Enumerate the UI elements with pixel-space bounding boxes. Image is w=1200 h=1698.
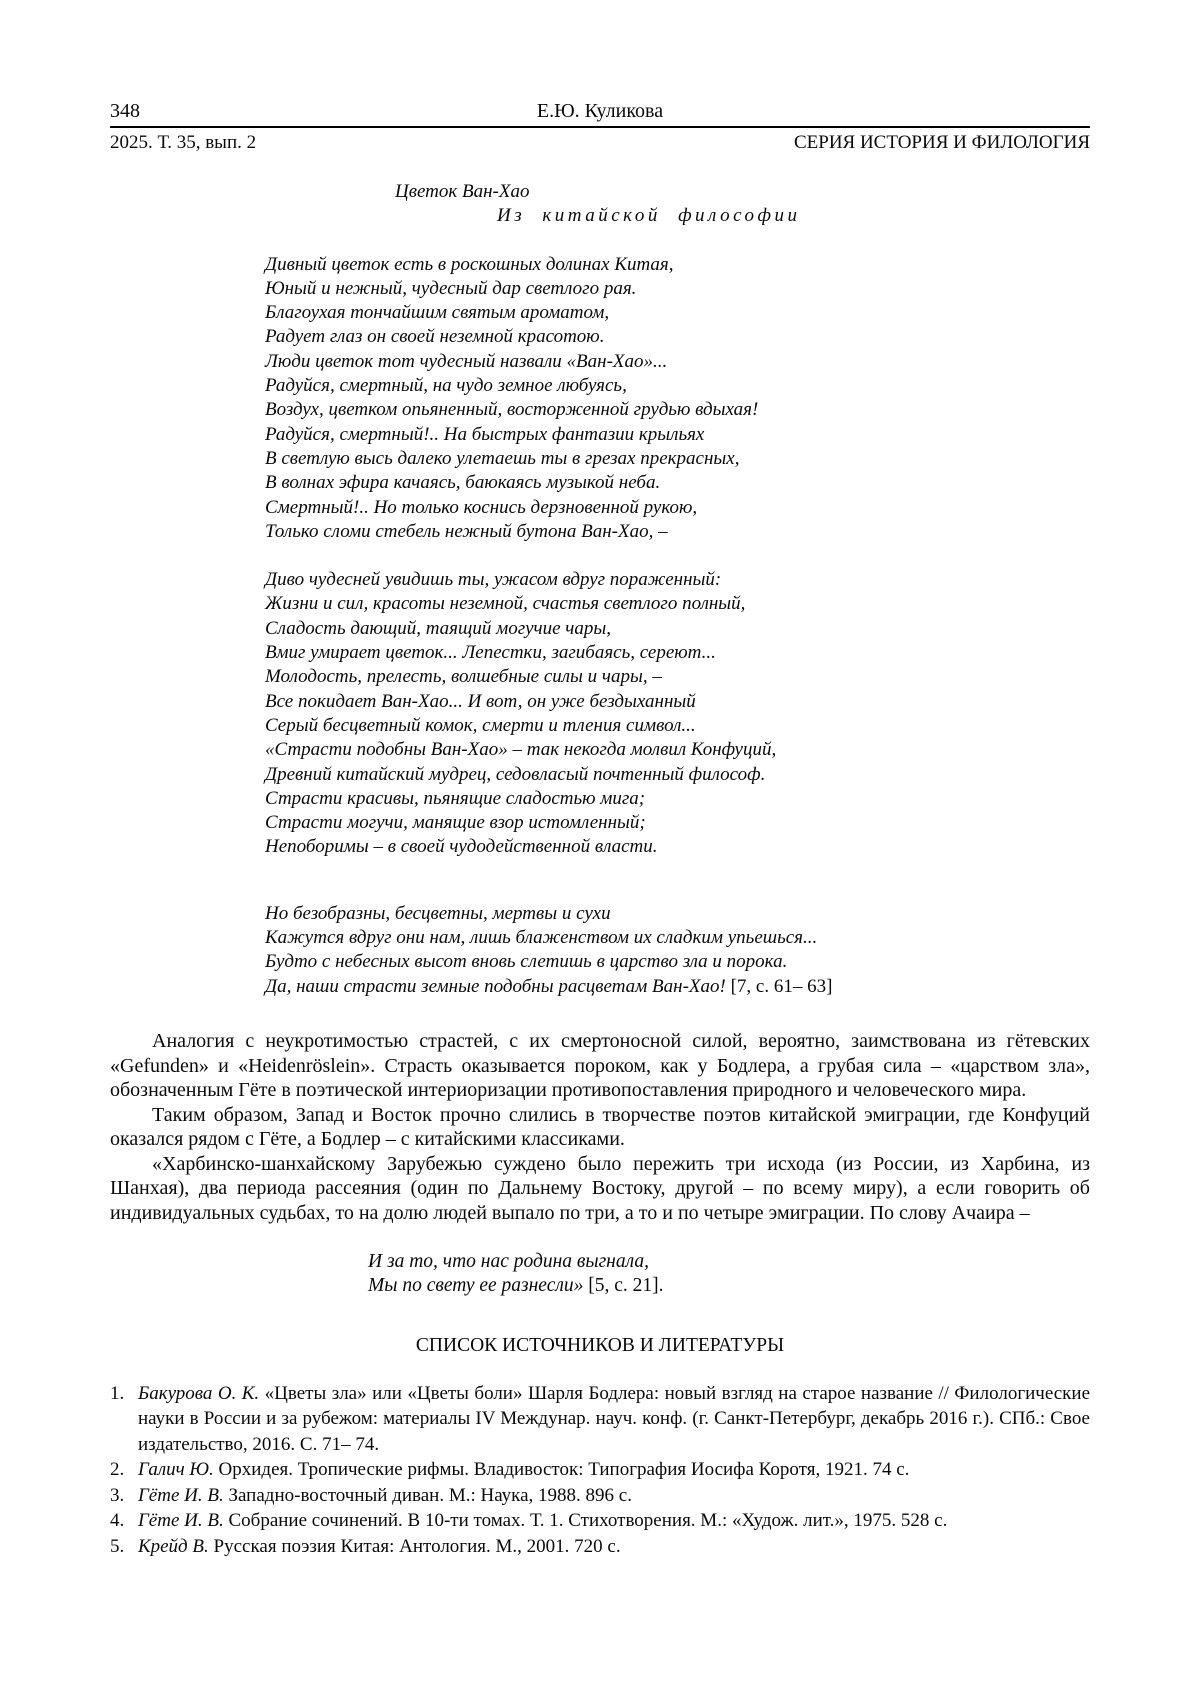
volume-info: 2025. Т. 35, вып. 2 (110, 132, 257, 153)
poem-stanza (265, 568, 1090, 860)
poem-line: «Страсти подобны Ван-Хао» – так некогда молвил Конфуций, (265, 739, 777, 761)
bibliography-list (110, 1381, 1090, 1560)
bibliography-item (110, 1381, 1090, 1458)
poem-line: Серый бесцветный комок, смерти и тления символ... (265, 714, 696, 736)
poem-line: В светлую высь далеко улетаешь ты в грезах прекрасных, (265, 447, 740, 469)
poem-stanza (265, 902, 1090, 999)
poem-line: Воздух, цветком опьяненный, восторженной грудью вдыхая! (265, 399, 759, 421)
poem-line: Смертный!.. Но только коснись дерзновенной рукою, (265, 496, 698, 518)
bibliography-item-author: Бакурова О. К. (138, 1382, 265, 1404)
body-paragraph: «Харбинско-шанхайскому Зарубежью суждено было пережить три исхода (из России, из Харбина, из Шанхая), два периода рассеяния (один по Дальнему Востоку, другой – по всему миру), а если говорить об индивидуальных судьбах, то на долю людей выпало по три, а то и по четыре эмиграции. По слову Ачаира – (110, 1152, 1090, 1225)
bibliography-item-text: Русская поэзия Китая: Антология. М., 2001. 720 с. (213, 1535, 621, 1557)
poem-line: Радуйся, смертный!.. На быстрых фантазии крыльях (265, 423, 705, 445)
bibliography-item-author: Гёте И. В. (138, 1484, 229, 1506)
poem-line: Но безобразны, бесцветны, мертвы и сухи (265, 902, 611, 924)
poem-title: Цветок Ван-Хао (395, 181, 530, 202)
quote-line: Мы по свету ее разнесли» [5, с. 21]. (368, 1275, 664, 1297)
bibliography-item-number: 5. (110, 1535, 125, 1557)
poem-citation: [7, с. 61– 63] (725, 975, 833, 997)
bibliography-item (110, 1508, 1090, 1534)
poem-line: Радуйся, смертный, на чудо земное любуясь, (265, 375, 627, 397)
poem-stanza (265, 253, 1090, 545)
bibliography-item-text: «Цветы зла» или «Цветы боли» Шарля Бодлера: новый взгляд на старое название // Филологические науки в России и за рубежом: материалы IV Междунар. науч. конф. (г. Санкт-Петербург, декабрь 2016 г.). СПб.: Свое издательство, 2016. С. 71– 74. (138, 1382, 1091, 1455)
page-header (110, 100, 1090, 154)
poem-line: Жизни и сил, красоты неземной, счастья светлого полный, (265, 593, 746, 615)
poem-line: Страсти красивы, пьянящие сладостью мига; (265, 787, 646, 809)
bibliography-item-author: Галич Ю. (138, 1459, 219, 1481)
poem-line: Древний китайский мудрец, седовласый почтенный философ. (265, 763, 766, 785)
series-title: СЕРИЯ ИСТОРИЯ И ФИЛОЛОГИЯ (793, 132, 1090, 153)
header-row-bottom (110, 132, 1090, 154)
poem-line: Люди цветок тот чудесный назвали «Ван-Хао»... (265, 350, 668, 372)
header-row-top (110, 100, 1090, 123)
bibliography-item-author: Крейд В. (138, 1535, 214, 1557)
bibliography-item-author: Гёте И. В. (138, 1510, 229, 1532)
poem-line: Кажутся вдруг они нам, лишь блаженством их сладким упьешься... (265, 927, 818, 949)
body-paragraph: Аналогия с неукротимостью страстей, с их смертоносной силой, вероятно, заимствована из гётевских «Gefunden» и «Heidenröslein». Страсть оказывается пороком, как у Бодлера, а грубая сила – «царством зла», обозначенным Гёте в поэтической интериоризации противопоставления природного и человеческого мира. (110, 1029, 1090, 1102)
body-paragraph: Таким образом, Запад и Восток прочно слились в творчестве поэтов китайской эмиграции, где Конфуций оказался рядом с Гёте, а Бодлер – с китайскими классиками. (110, 1103, 1090, 1151)
poem-line: Только сломи стебель нежный бутона Ван-Хао, – (265, 520, 668, 542)
header-rule (110, 126, 1090, 128)
bibliography-item (110, 1483, 1090, 1509)
bibliography-item-text: Западно-восточный диван. М.: Наука, 1988. 896 с. (228, 1484, 632, 1506)
poem-line: Вмиг умирает цветок... Лепестки, загибаясь, сереют... (265, 642, 716, 664)
poem-line: Страсти могучи, манящие взор истомленный; (265, 812, 646, 834)
bibliography-item-number: 1. (110, 1382, 125, 1404)
bibliography-item-text: Собрание сочинений. В 10-ти томах. Т. 1. Стихотворения. М.: «Худож. лит.», 1975. 528 с. (228, 1510, 948, 1532)
poem-line: Дивный цветок есть в роскошных долинах Китая, (265, 253, 674, 275)
poem-line: Будто с небесных высот вновь слетишь в царство зла и порока. (265, 951, 788, 973)
bibliography-item-number: 4. (110, 1510, 125, 1532)
poem-line: Благоухая тончайшим святым ароматом, (265, 302, 610, 324)
poem-line: Радует глаз он своей неземной красотою. (265, 326, 605, 348)
quote-block (368, 1250, 1090, 1299)
poem-line: Сладость дающий, таящий могучие чары, (265, 617, 611, 639)
poem-block (265, 180, 1090, 999)
quote-citation: [5, с. 21]. (583, 1275, 664, 1297)
bibliography-item (110, 1457, 1090, 1483)
prose-section (110, 1029, 1090, 1226)
poem-line: Юный и нежный, чудесный дар светлого рая. (265, 277, 637, 299)
running-head-author: Е.Ю. Куликова (536, 100, 664, 122)
poem-stanzas (265, 253, 1090, 999)
poem-line: Непоборимы – в своей чудодейственной власти. (265, 836, 658, 858)
poem-line: Да, наши страсти земные подобны расцветам Ван-Хао! [7, с. 61– 63] (265, 975, 833, 997)
bibliography-item-number: 2. (110, 1459, 125, 1481)
bibliography-item-number: 3. (110, 1484, 125, 1506)
bibliography-item (110, 1534, 1090, 1560)
poem-line: В волнах эфира качаясь, баюкаясь музыкой неба. (265, 472, 661, 494)
poem-subtitle: Из китайской философии (497, 205, 801, 227)
poem-line: Диво чудесней увидишь ты, ужасом вдруг пораженный: (265, 569, 722, 591)
bibliography-heading: СПИСОК ИСТОЧНИКОВ И ЛИТЕРАТУРЫ (415, 1334, 785, 1356)
poem-line: Все покидает Ван-Хао... И вот, он уже бездыханный (265, 690, 696, 712)
bibliography-item-text: Орхидея. Тропические рифмы. Владивосток: Типография Иосифа Коротя, 1921. 74 с. (218, 1459, 910, 1481)
page-number: 348 (110, 100, 140, 122)
poem-line: Молодость, прелесть, волшебные силы и чары, – (265, 666, 662, 688)
quote-line: И за то, что нас родина выгнала, (368, 1250, 649, 1272)
